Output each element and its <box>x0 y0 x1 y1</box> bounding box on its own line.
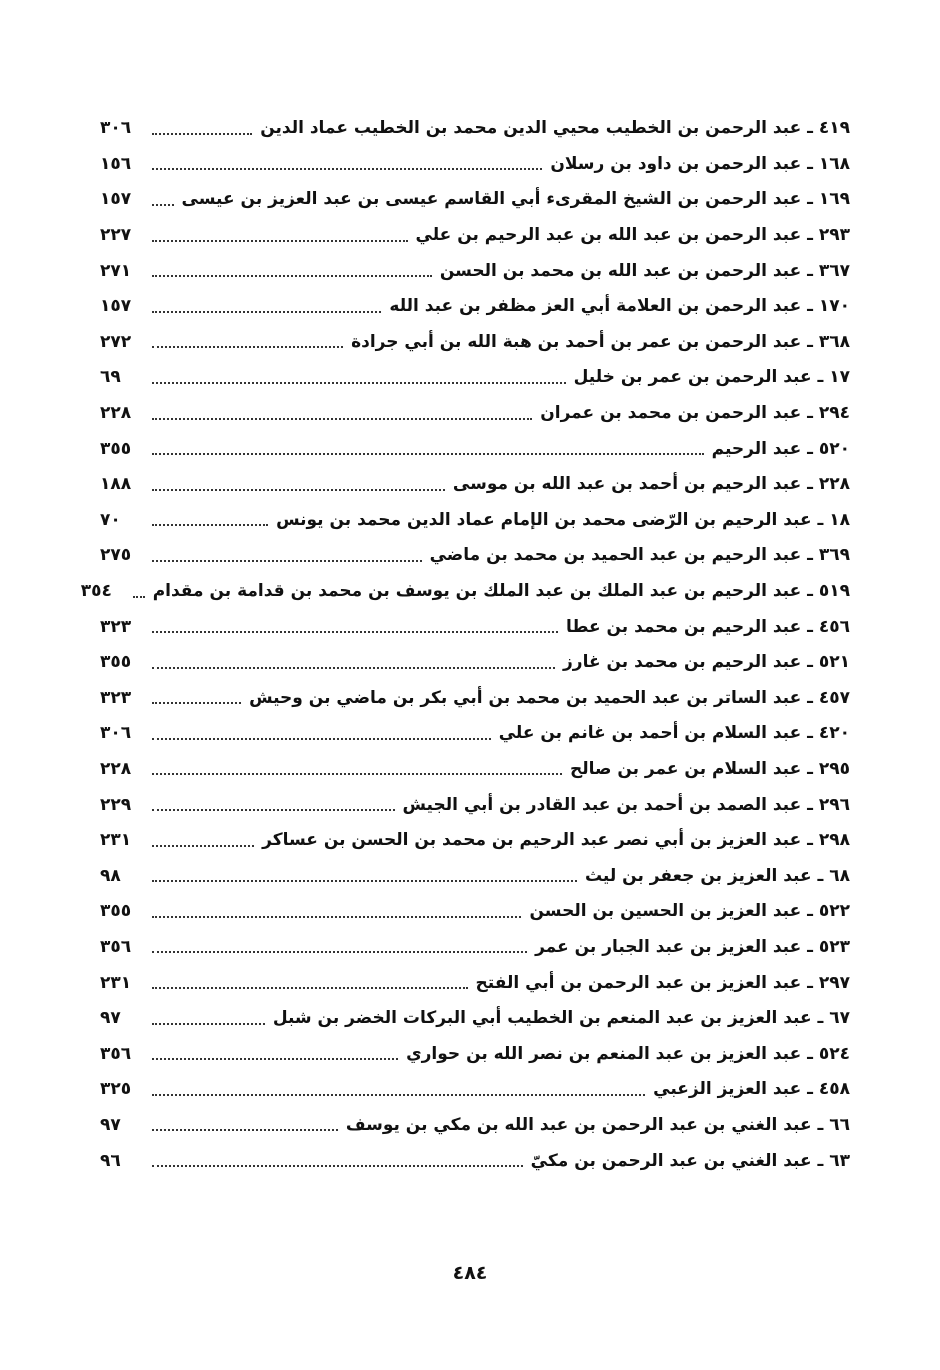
entry-title: ٤٢٠ ـ عبد السلام بن أحمد بن غانم بن علي <box>498 723 850 744</box>
entry-title: ٢٢٨ ـ عبد الرحيم بن أحمد بن عبد الله بن موسى <box>452 474 850 495</box>
entry-title: ٢٩٥ ـ عبد السلام بن عمر بن صالح <box>569 758 850 779</box>
entry-page-number: ٢٧٢ <box>100 331 132 352</box>
entry-page-number: ٣٥٥ <box>100 652 132 673</box>
index-entry <box>100 787 850 823</box>
index-entry <box>100 823 850 859</box>
dot-leader <box>152 809 395 811</box>
index-entry <box>100 503 850 539</box>
entry-title: ٥٢٤ ـ عبد العزيز بن عبد المنعم بن نصر الله بن حواري <box>406 1043 850 1064</box>
page-number: ٤٨٤ <box>452 1262 488 1284</box>
entry-page-number: ٢٢٨ <box>100 403 132 424</box>
entry-page-number: ٢٧١ <box>100 260 132 281</box>
index-entry <box>100 360 850 396</box>
dot-leader <box>152 168 542 170</box>
dot-leader <box>152 1094 645 1096</box>
dot-leader <box>152 987 468 989</box>
index-entry <box>100 218 850 254</box>
dot-leader <box>152 631 558 633</box>
entry-page-number: ٣٥٥ <box>100 438 132 459</box>
entry-title: ٤٥٧ ـ عبد الساتر بن عبد الحميد بن محمد بن أبي بكر بن ماضي بن وحيش <box>249 687 850 708</box>
entry-page-number: ٦٩ <box>100 367 121 388</box>
entry-page-number: ٢٧٥ <box>100 545 132 566</box>
dot-leader <box>152 1165 523 1167</box>
dot-leader <box>152 453 704 455</box>
index-entry <box>100 253 850 289</box>
entry-page-number: ٩٦ <box>100 1150 121 1171</box>
index-entry <box>100 858 850 894</box>
index-entry <box>100 396 850 432</box>
dot-leader <box>152 1023 265 1025</box>
entry-title: ١٨ ـ عبد الرحيم بن الرّضى محمد بن الإمام عماد الدين محمد بن يونس <box>276 509 850 530</box>
entry-page-number: ٩٧ <box>100 1008 121 1029</box>
dot-leader <box>152 524 268 526</box>
dot-leader <box>152 667 555 669</box>
index-list <box>80 111 850 1179</box>
entry-page-number: ٣٢٥ <box>100 1079 132 1100</box>
index-entry <box>100 681 850 717</box>
entry-title: ٦٧ ـ عبد العزيز بن عبد المنعم بن الخطيب أبي البركات الخضر بن شبل <box>272 1008 850 1029</box>
entry-page-number: ٢٣١ <box>100 830 132 851</box>
entry-title: ٢٩٨ ـ عبد العزيز بن أبي نصر عبد الرحيم بن محمد بن الحسن بن عساكر <box>262 830 850 851</box>
index-entry <box>100 930 850 966</box>
dot-leader <box>152 204 174 206</box>
entry-title: ٦٦ ـ عبد الغني بن عبد الرحمن بن عبد الله بن مكي بن يوسف <box>345 1114 850 1135</box>
entry-page-number: ٣٢٣ <box>100 616 132 637</box>
index-entry <box>100 325 850 361</box>
entry-title: ١٧٠ ـ عبد الرحمن بن العلامة أبي العز مظفر بن عبد الله <box>389 296 850 317</box>
index-entry <box>100 147 850 183</box>
index-entry <box>100 1143 850 1179</box>
entry-title: ٣٦٨ ـ عبد الرحمن بن عمر بن أحمد بن هبة الله بن أبي جرادة <box>351 331 850 352</box>
index-entry <box>100 1072 850 1108</box>
entry-title: ٣٦٩ ـ عبد الرحيم بن عبد الحميد بن محمد بن ماضي <box>429 545 850 566</box>
entry-title: ٤٥٨ ـ عبد العزيز الزعبي <box>653 1079 850 1100</box>
dot-leader <box>152 560 422 562</box>
entry-title: ٥١٩ ـ عبد الرحيم بن عبد الملك بن عبد الملك بن يوسف بن محمد بن قدامة بن مقدام <box>152 581 850 602</box>
index-entry <box>100 645 850 681</box>
entry-title: ٢٩٧ ـ عبد العزيز بن عبد الرحمن بن أبي الفتح <box>475 972 850 993</box>
entry-title: ٦٨ ـ عبد العزيز بن جعفر بن ليث <box>584 865 850 886</box>
index-entry <box>100 716 850 752</box>
index-entry <box>80 574 850 610</box>
entry-page-number: ٧٠ <box>100 509 121 530</box>
dot-leader <box>133 596 145 598</box>
index-entry <box>100 467 850 503</box>
entry-page-number: ١٥٧ <box>100 296 132 317</box>
index-entry <box>100 965 850 1001</box>
index-entry <box>100 1036 850 1072</box>
entry-page-number: ١٨٨ <box>100 474 132 495</box>
entry-page-number: ٩٧ <box>100 1114 121 1135</box>
entry-title: ٣٦٧ ـ عبد الرحمن بن عبد الله بن محمد بن الحسن <box>439 260 850 281</box>
dot-leader <box>152 311 381 313</box>
entry-page-number: ٣٥٤ <box>80 581 112 602</box>
dot-leader <box>152 880 577 882</box>
dot-leader <box>152 275 432 277</box>
entry-page-number: ١٥٦ <box>100 153 132 174</box>
entry-title: ٤٥٦ ـ عبد الرحيم بن محمد بن عطا <box>566 616 850 637</box>
dot-leader <box>152 382 566 384</box>
dot-leader <box>152 1058 398 1060</box>
entry-title: ١٦٨ ـ عبد الرحمن بن داود بن رسلان <box>550 153 850 174</box>
entry-title: ٥٢١ ـ عبد الرحيم بن محمد بن غارز <box>563 652 850 673</box>
index-entry <box>100 111 850 147</box>
entry-page-number: ٩٨ <box>100 865 121 886</box>
entry-title: ١٦٩ ـ عبد الرحمن بن الشيخ المقرىء أبي القاسم عيسى بن عبد العزيز بن عيسى <box>181 189 850 210</box>
dot-leader <box>152 1129 338 1131</box>
entry-title: ٢٩٦ ـ عبد الصمد بن أحمد بن عبد القادر بن أبي الجيش <box>402 794 850 815</box>
entry-page-number: ٣٥٦ <box>100 1043 132 1064</box>
index-entry <box>100 182 850 218</box>
entry-page-number: ٣٥٦ <box>100 936 132 957</box>
entry-page-number: ٢٢٧ <box>100 225 132 246</box>
dot-leader <box>152 845 254 847</box>
entry-page-number: ١٥٧ <box>100 189 132 210</box>
index-entry <box>100 431 850 467</box>
entry-title: ٥٢٣ ـ عبد العزيز بن عبد الجبار بن عمر <box>535 936 850 957</box>
dot-leader <box>152 951 527 953</box>
dot-leader <box>152 773 562 775</box>
dot-leader <box>152 240 408 242</box>
dot-leader <box>152 133 252 135</box>
entry-title: ٢٩٤ ـ عبد الرحمن بن محمد بن عمران <box>540 403 850 424</box>
dot-leader <box>152 916 521 918</box>
entry-page-number: ٣٠٦ <box>100 118 132 139</box>
index-entry <box>100 1108 850 1144</box>
index-entry <box>100 752 850 788</box>
index-entry <box>100 538 850 574</box>
entry-title: ١٧ ـ عبد الرحمن بن عمر بن خليل <box>573 367 850 388</box>
index-entry <box>100 289 850 325</box>
entry-title: ٥٢٢ ـ عبد العزيز بن الحسين بن الحسن <box>529 901 850 922</box>
index-entry <box>100 609 850 645</box>
entry-page-number: ٢٣١ <box>100 972 132 993</box>
index-entry <box>100 1001 850 1037</box>
index-entry <box>100 894 850 930</box>
entry-title: ٤١٩ ـ عبد الرحمن بن الخطيب محيي الدين محمد بن الخطيب عماد الدين <box>260 118 850 139</box>
dot-leader <box>152 738 491 740</box>
entry-title: ٦٣ ـ عبد الغني بن عبد الرحمن بن مكيّ <box>530 1150 850 1171</box>
dot-leader <box>152 702 241 704</box>
dot-leader <box>152 489 445 491</box>
entry-page-number: ٣٠٦ <box>100 723 132 744</box>
entry-page-number: ٢٢٨ <box>100 758 132 779</box>
entry-title: ٢٩٣ ـ عبد الرحمن بن عبد الله بن عبد الرحيم بن علي <box>415 225 850 246</box>
entry-page-number: ٢٢٩ <box>100 794 132 815</box>
entry-page-number: ٣٥٥ <box>100 901 132 922</box>
dot-leader <box>152 418 532 420</box>
entry-title: ٥٢٠ ـ عبد الرحيم <box>711 438 850 459</box>
dot-leader <box>152 346 343 348</box>
entry-page-number: ٣٢٣ <box>100 687 132 708</box>
